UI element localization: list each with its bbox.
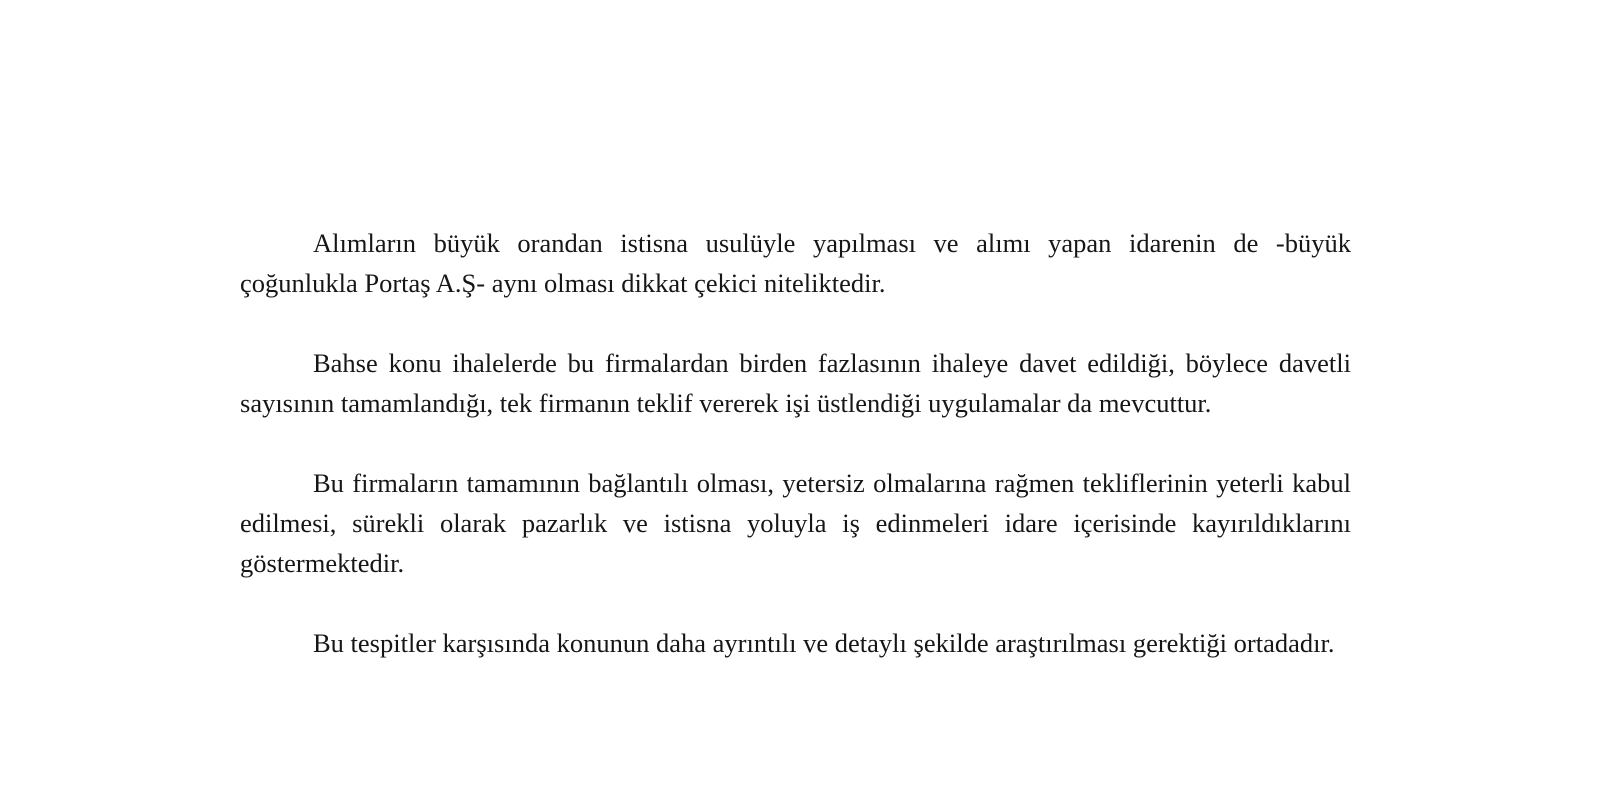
- paragraph-2: Bahse konu ihalelerde bu firmalardan birden fazlasının ihaleye davet edildiği, böylece davetli sayısının tamamlandığı, tek firmanın teklif vererek işi üstlendiği uygulamalar da mevcuttur.: [240, 348, 1351, 418]
- paragraph-1: Alımların büyük orandan istisna usulüyle yapılması ve alımı yapan idarenin de -büyük çoğunlukla Portaş A.Ş- aynı olması dikkat çekici niteliktedir.: [240, 228, 1351, 298]
- document-body: [240, 223, 1351, 663]
- paragraph-4: Bu tespitler karşısında konunun daha ayrıntılı ve detaylı şekilde araştırılması gerektiği ortadadır.: [313, 628, 1335, 658]
- paragraph-3: Bu firmaların tamamının bağlantılı olması, yetersiz olmalarına rağmen tekliflerinin yeterli kabul edilmesi, sürekli olarak pazarlık ve istisna yoluyla iş edinmeleri idare içerisinde kayırıldıklarını göstermektedir.: [240, 468, 1351, 578]
